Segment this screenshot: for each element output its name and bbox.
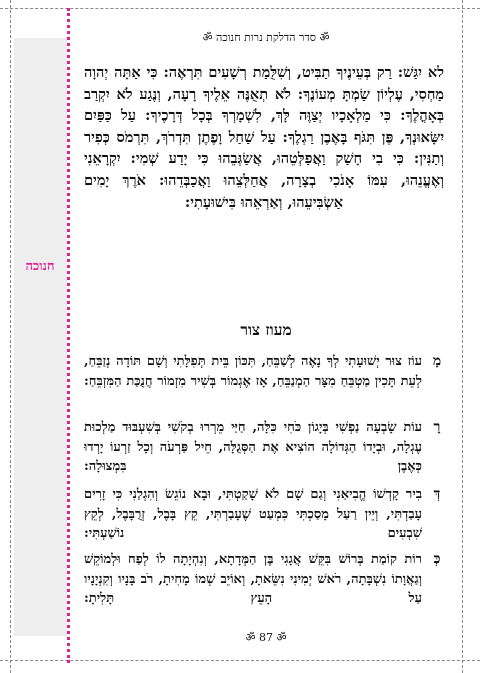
stanza-1: [84, 352, 444, 391]
stanza-3: [84, 485, 444, 544]
stanza-text: בִיר קָדְשׁוֹ הֱבִיאַנִי וְגַם שָׁם לֹא שָׁקַטְתִּי, וּבָא נוֹגֵשׂ וְהִגְלַנִי כִּי זָרִים עָבַדְתִּי, וְיֵין רַעַל מָסַכְתִּי כִּמְעַט שֶׁעָבַרְתִּי, קֵץ בָּבֶל, זְרֻבָּבֶל, לְקֵץ שִׁבְעִים נוֹשַׁעְתִּי:: [84, 487, 422, 542]
stanza-text: עוֹת שָׂבְעָה נַפְשִׁי בְּיָגוֹן כֹּחִי כִּלָּה, חַיַּי מֵרְרוּ בְקֹשִׁי בְּשִׁעְבּוּד מַלְכוּת עֶגְלָה, וּבְיָדוֹ הַגְּדוֹלָה הוֹצִיא אֶת הַסְּגֻלָּה, חֵיל פַּרְעֹה וְכָל זַרְעוֹ יָרְדוּ כְּאֶבֶן בִּמְצוּלָה:: [84, 420, 422, 475]
stanza-text: רוֹת קוֹמַת בְּרוֹשׁ בִּקֵּשׁ אֲגָגִי בֶּן הַמְּדָתָא, וְנִהְיָתָה לוֹ לְפַח וּלְמוֹקֵשׁ וְגַאֲוָתוֹ נִשְׁבָּתָה, רֹאשׁ יְמִינִי נִשֵּׂאתָ, וְאוֹיֵב שְׁמוֹ מָחִיתָ, רֹב בָּנָיו וְקִנְיָנָיו עַל הָעֵץ תָּלִיתָ:: [84, 552, 422, 607]
stanza-text: עוֹז צוּר יְשׁוּעָתִי לְךָ נָאֶה לְשַׁבֵּחַ, תִּכּוֹן בֵּית תְּפִלָּתִי וְשָׁם תּוֹדָה נְזַבֵּחַ, לְעֵת תָּכִין מַטְבֵּחַ מִצָּר הַמְנַבֵּחַ, אָז אֶגְמוֹר בְּשִׁיר מִזְמוֹר חֲנֻכַּת הַמִּזְבֵּחַ:: [84, 354, 422, 389]
crop-mark-top: [0, 8, 480, 9]
stanza-initial: דְּ: [433, 486, 441, 502]
crop-mark-right: [462, 0, 463, 673]
psalm-prose: לא יִגַּשׁ: רַק בְּעֵינֶיךָ תַבִּיט, וְשִׁלֻּמַת רְשָׁעִים תִּרְאֶה: כִּי אַתָּה יְהוָה מַחְסִי, עֶלְיוֹן שַׂמְתָּ מְעוֹנֶךָ: לֹא תְאֻנֶּה אֵלֶיךָ רָעָה, וְנֶגַע לֹא יִקְרַב בְּאָהֳלֶךָ: כִּי מַלְאָכָיו יְצַוֶּה לָּךְ, לִשְׁמָרְךָ בְּכָל דְּרָכֶיךָ: עַל כַּפַּיִם יִשָּׂאוּנְךָ, פֶּן תִּגֹּף בָּאֶבֶן רַגְלֶךָ: עַל שַׁחַל וָפֶתֶן תִּדְרֹךְ, תִּרְמֹס כְּפִיר וְתַנִּין: כִּי בִי חָשַׁק וַאֲפַלְּטֵהוּ, אֲשַׂגְּבֵהוּ כִּי יָדַע שְׁמִי: יִקְרָאֵנִי וְאֶעֱנֵהוּ, עִמּוֹ אָנֹכִי בְצָרָה, אֲחַלְּצֵהוּ וַאֲכַבְּדֵהוּ: אֹרֶךְ יָמִים אַשְׂבִּיעֵהוּ, וְאַרְאֵהוּ בִּישׁוּעָתִי:: [84, 64, 444, 211]
crop-mark-left: [10, 0, 11, 673]
stanza-initial: רָ: [433, 419, 441, 435]
sidebar-tab-label: חנוכה: [25, 259, 55, 274]
stanza-initial: כְּ: [433, 551, 441, 567]
crop-mark-bottom: [0, 660, 480, 661]
page-number: ॐ 87 ॐ: [245, 631, 287, 644]
sidebar-band: [14, 38, 67, 636]
page-content: [76, 30, 456, 650]
stanza-4: [84, 550, 444, 609]
binding-line: [67, 8, 70, 663]
stanza-initial: מָ: [432, 353, 442, 369]
section-title: מעוז צור: [240, 320, 292, 339]
running-head: ॐ סדר הדלקת נרות חנוכה ॐ: [202, 31, 330, 44]
stanza-2: [84, 418, 444, 477]
